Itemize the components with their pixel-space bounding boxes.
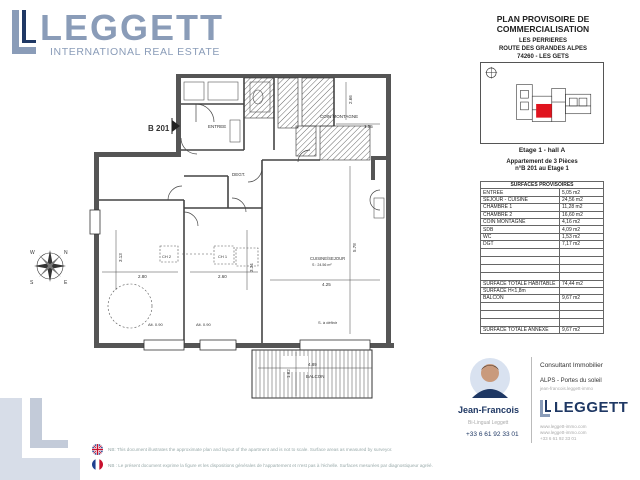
row-value: 4,09 m2 [560,226,604,233]
table-row-total [481,326,604,333]
room-degt: DEGT. [232,172,246,177]
table-row-empty [481,264,604,272]
row-value: 5,05 m2 [560,189,604,196]
table-row-empty [481,302,604,310]
row-name: SDB [481,226,560,233]
compass-n: N [64,250,68,256]
consultant-role: Consultant Immobilier [540,362,603,369]
dim-489: 4.89 [308,362,317,367]
row-value: 1,53 m2 [560,233,604,240]
table-row [481,233,604,240]
dim-260: 2.60 [218,274,227,279]
compass-s: S [30,280,34,286]
h18-value [560,287,604,294]
unit-label: B 201 [148,124,170,133]
room-cuisine: CUISINE/SEJOUR [310,256,346,261]
room-balcon: BALCON [306,374,325,379]
alt-label-1: Alt. 0.90 [148,322,163,327]
row-value: 7,17 m2 [560,241,604,248]
site-map [480,62,604,144]
balcon-label: BALCON [481,295,560,302]
logo-name: LEGGETT [40,7,224,48]
header-address-2: ROUTE DES GRANDES ALPES [498,46,588,52]
plan-header [468,14,618,61]
row-name: WC [481,233,560,240]
dim-425: 4.25 [322,282,331,287]
dim-280: 2.80 [138,274,147,279]
uk-flag-icon [92,444,103,455]
s-a-definir-label: S. à définir [318,320,338,325]
north-arrow-icon [485,67,497,79]
total-annexe-value: 9,67 m2 [560,326,604,333]
dim-334: 3.34 [249,263,254,272]
table-row [481,295,604,302]
contact-line-2[interactable]: www.leggett-immo.com [540,430,587,435]
header-address-3: 74260 - LES GETS [517,54,569,60]
total-annexe-label: SURFACE TOTALE ANNEXE [481,326,560,333]
agent-name: Jean-Francois [458,405,520,415]
header-address-1: LES PERRIERES [518,38,567,44]
logo-small-mark-icon [540,400,552,417]
table-row-empty [481,248,604,256]
dim-155: 1.55 [364,124,373,129]
agent-tagline: Bi-Lingual Leggett [468,420,509,426]
alt-label-2: Alt. 0.90 [196,322,211,327]
hatched-blocks [244,78,370,160]
dim-266: 2.66 [348,95,353,104]
room-ch1: CH 1 [218,254,228,259]
table-row [481,211,604,218]
table-row [481,287,604,294]
consultant-contact [540,424,587,442]
row-name: COIN MONTAGNE [481,218,560,225]
table-row-empty [481,318,604,326]
row-name: ENTREE [481,189,560,196]
table-row [481,196,604,203]
apartment-info [480,145,604,172]
row-value: 16,60 m2 [560,211,604,218]
consultant-email: jean-francois.leggett-immo [540,386,594,391]
table-row [481,226,604,233]
consultant-agency: ALPS - Portes du soleil [540,378,602,384]
france-flag-icon [92,459,103,470]
room-entree: ENTREE [208,124,227,129]
compass-e: E [64,280,68,286]
row-name: DGT [481,241,560,248]
room-cuisine-area: S : 24.56 m² [312,263,332,267]
row-value: 24,56 m2 [560,196,604,203]
unit-highlight [536,104,552,118]
apartment-type: Appartement de 3 Pièces [506,159,578,165]
logo-subtitle: INTERNATIONAL REAL ESTATE [50,46,220,58]
table-row-total [481,280,604,287]
note-french: NB : Le présent document exprime la figure et les dispositions générales de l'appartement et n'est pas à l'échelle. Surfaces mesurées par diagnostiqueur agréé. [108,463,433,468]
note-english: NB: This document illustrates the approximate plan and layout of the apartment and is not to scale. Surface areas as measured by surveyor. [108,447,393,452]
interior-walls [99,78,334,343]
dim-578: 5.78 [352,243,357,252]
row-value: 4,16 m2 [560,218,604,225]
dim-313: 3.13 [118,253,123,262]
decorative-l-logo [0,398,80,480]
table-row-empty [481,272,604,280]
contact-line-3[interactable]: +33 6 61 92 33 01 [540,436,577,441]
table-header: SURFACES PROVISOIRES [481,182,604,189]
unit-number: n°B 201 au Etage 1 [515,166,569,172]
total-habitable-label: SURFACE TOTALE HABITABLE [481,280,560,287]
table-row [481,189,604,196]
floor-label: Etage 1 - hall A [518,147,566,154]
table-row [481,204,604,211]
dim-162: 1.62 [286,369,291,378]
table-row-empty [481,256,604,264]
agent-phone[interactable]: +33 6 61 92 33 01 [466,431,519,438]
agent-avatar [470,356,510,400]
surfaces-table [480,181,604,334]
row-name: CHAMBRE 2 [481,211,560,218]
compass-rose-icon [30,250,68,286]
building-outline [517,84,591,121]
agent-separator [531,357,532,443]
total-habitable-value: 74,44 m2 [560,280,604,287]
h18-label: SURFACE H<1,8m [481,287,560,294]
row-name: SEJOUR - CUISINE [481,196,560,203]
header-title-2: COMMERCIALISATION [496,24,590,34]
compass-w: W [30,250,35,256]
table-row [481,241,604,248]
leggett-logo-small [540,400,630,418]
table-row [481,218,604,225]
room-ch2: CH 2 [162,254,172,259]
row-value: 11,28 m2 [560,204,604,211]
contact-line-1[interactable]: www.leggett-immo.com [540,424,587,429]
table-row-empty [481,310,604,318]
room-coin-montagne: COIN MONTAGNE [320,114,359,119]
logo-small-name: LEGGETT [554,399,629,416]
balcon-value: 9,67 m2 [560,295,604,302]
row-name: CHAMBRE 1 [481,204,560,211]
header-title-1: PLAN PROVISOIRE DE [496,14,590,24]
